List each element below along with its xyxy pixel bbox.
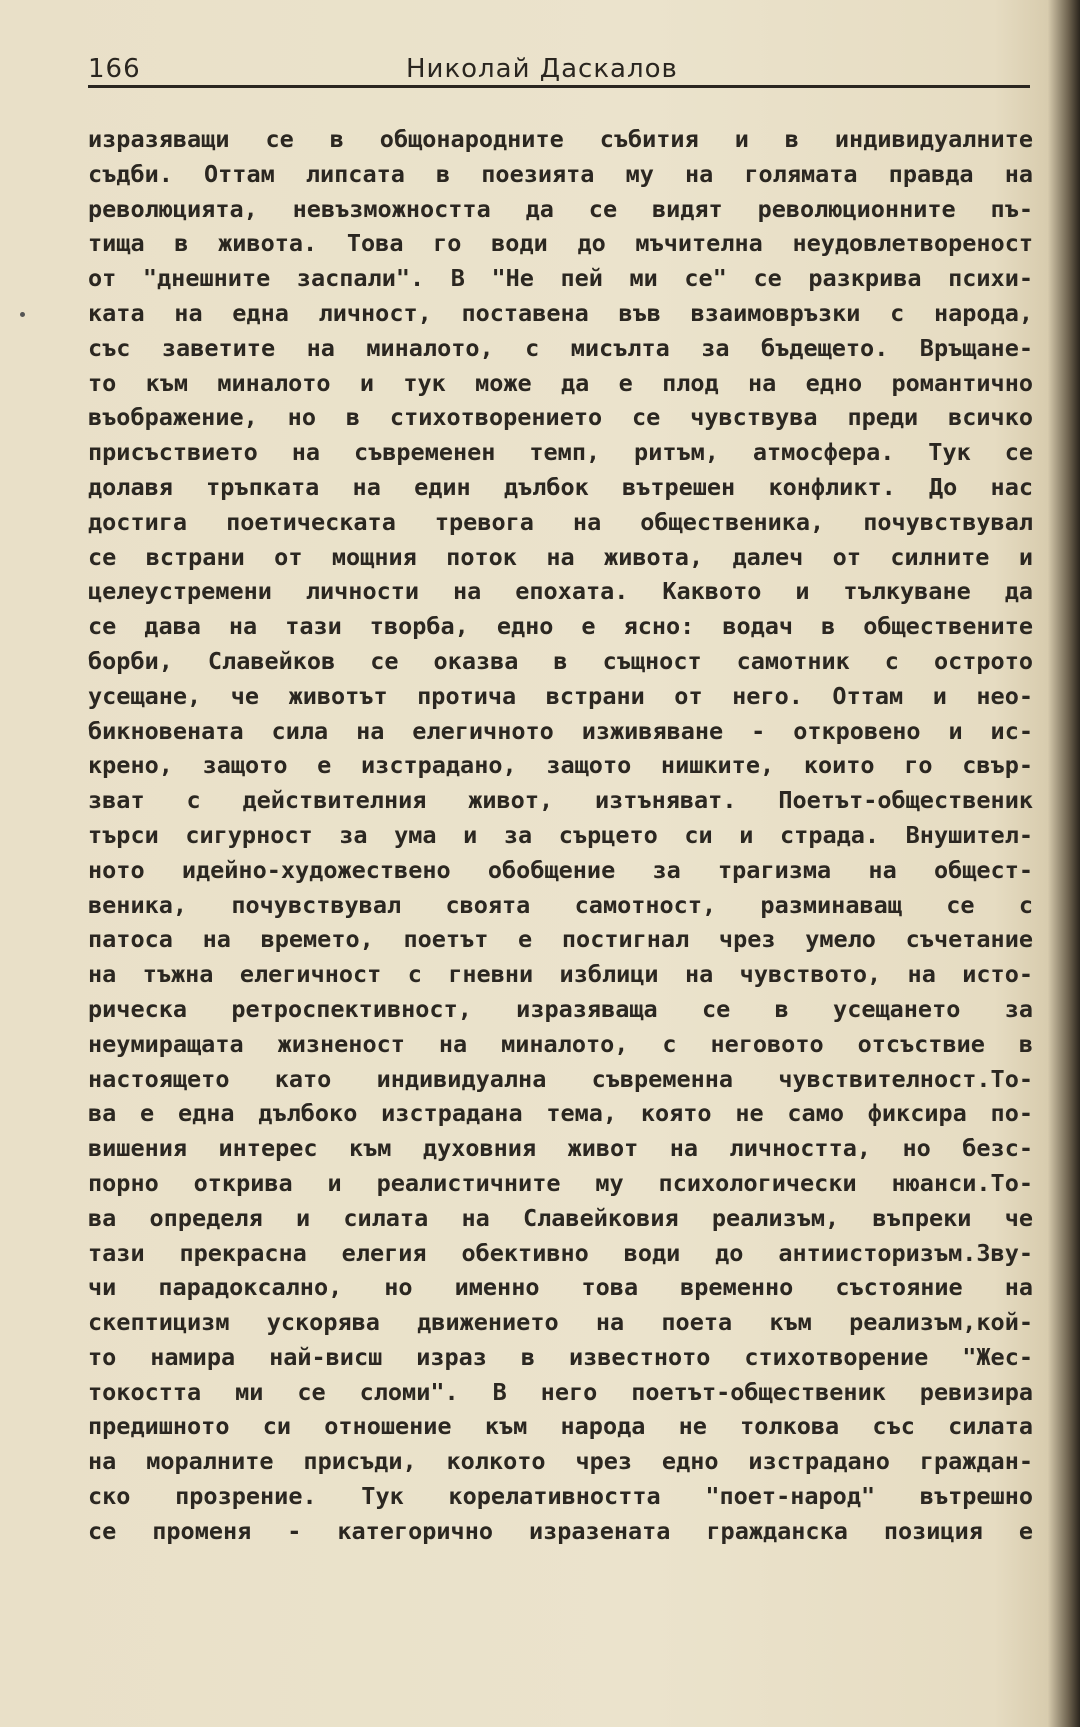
text-line: се променя - категорично изразената гражданска позиция е	[88, 1516, 1033, 1545]
text-line: бикновената сила на елегичното изживяване - откровено и ис-	[88, 716, 1033, 745]
header-rule	[88, 85, 1030, 88]
text-line: крено, защото е изстрадано, защото нишките, които го свър-	[88, 751, 1033, 780]
page-number: 166	[88, 54, 141, 84]
running-title: Николай Даскалов	[406, 54, 678, 84]
text-line: ва определя и силата на Славейковия реализъм, въпреки че	[88, 1203, 1033, 1232]
page-header	[88, 54, 1030, 88]
text-line: то към миналото и тук може да е плод на едно романтично	[88, 368, 1033, 397]
text-line: се дава на тази творба, едно е ясно: водач в обществените	[88, 612, 1033, 641]
text-line: чи парадоксално, но именно това временно състояние на	[88, 1273, 1033, 1302]
text-line: патоса на времето, поетът е постигнал чрез умело съчетание	[88, 925, 1033, 954]
text-line: скептицизм ускорява движението на поета към реализъм,кой-	[88, 1308, 1033, 1337]
text-line: търси сигурност за ума и за сърцето си и страда. Внушител-	[88, 820, 1033, 849]
text-line: рическа ретроспективност, изразяваща се в усещането за	[88, 994, 1033, 1023]
text-line: порно открива и реалистичните му психологически нюанси.То-	[88, 1168, 1033, 1197]
body-text	[88, 122, 1033, 1549]
text-line: зват с действителния живот, изтъняват. Поетът-общественик	[88, 786, 1033, 815]
text-line: революцията, невъзможността да се видят революционните пъ-	[88, 194, 1033, 223]
text-line: от "днешните заспали". В "Не пей ми се" се разкрива психи-	[88, 264, 1033, 293]
text-line: борби, Славейков се оказва в същност самотник с острото	[88, 646, 1033, 675]
text-line: усещане, че животът протича встрани от него. Оттам и нео-	[88, 681, 1033, 710]
text-line: присъствието на съвременен темп, ритъм, атмосфера. Тук се	[88, 438, 1033, 467]
text-line: изразяващи се в общонародните събития и в индивидуалните	[88, 125, 1033, 153]
text-line: със заветите на миналото, с мисълта за бъдещето. Връщане-	[88, 333, 1033, 362]
text-line: ката на една личност, поставена във взаимовръзки с народа,	[88, 298, 1033, 327]
text-line: предишното си отношение към народа не толкова със силата	[88, 1412, 1033, 1441]
text-line: долавя тръпката на един дълбок вътрешен конфликт. До нас	[88, 472, 1033, 501]
text-line: тази прекрасна елегия обективно води до антиисторизъм.Зву-	[88, 1238, 1033, 1267]
text-line: неумиращата жизненост на миналото, с неговото отсъствие в	[88, 1029, 1033, 1058]
text-line: ното идейно-художествено обобщение за трагизма на общест-	[88, 855, 1033, 884]
margin-dot	[20, 312, 25, 317]
text-line: ско прозрение. Тук корелативността "поет-народ" вътрешно	[88, 1482, 1033, 1511]
text-line: съдби. Оттам липсата в поезията му на голямата правда на	[88, 159, 1033, 188]
text-line: на тъжна елегичност с гневни изблици на чувството, на исто-	[88, 960, 1033, 989]
text-line: веника, почувствувал своята самотност, разминаващ се с	[88, 890, 1033, 919]
text-line: настоящето като индивидуална съвременна чувствителност.То-	[88, 1064, 1033, 1093]
text-line: се встрани от мощния поток на живота, далеч от силните и	[88, 542, 1033, 571]
text-line: то намира най-висш израз в известното стихотворение "Жес-	[88, 1342, 1033, 1371]
text-line: ва е една дълбоко изстрадана тема, която не само фиксира по-	[88, 1099, 1033, 1128]
text-line: на моралните присъди, колкото чрез едно изстрадано граждан-	[88, 1447, 1033, 1476]
text-line: целеустремени личности на епохата. Каквото и тълкуване да	[88, 577, 1033, 606]
text-line: тища в живота. Това го води до мъчителна неудовлетвореност	[88, 229, 1033, 258]
text-line: вишения интерес към духовния живот на личността, но безс-	[88, 1134, 1033, 1163]
text-line: достига поетическата тревога на общественика, почувствувал	[88, 507, 1033, 536]
text-line: токостта ми се сломи". В него поетът-общественик ревизира	[88, 1377, 1033, 1406]
text-line: въображение, но в стихотворението се чувствува преди всичко	[88, 403, 1033, 432]
